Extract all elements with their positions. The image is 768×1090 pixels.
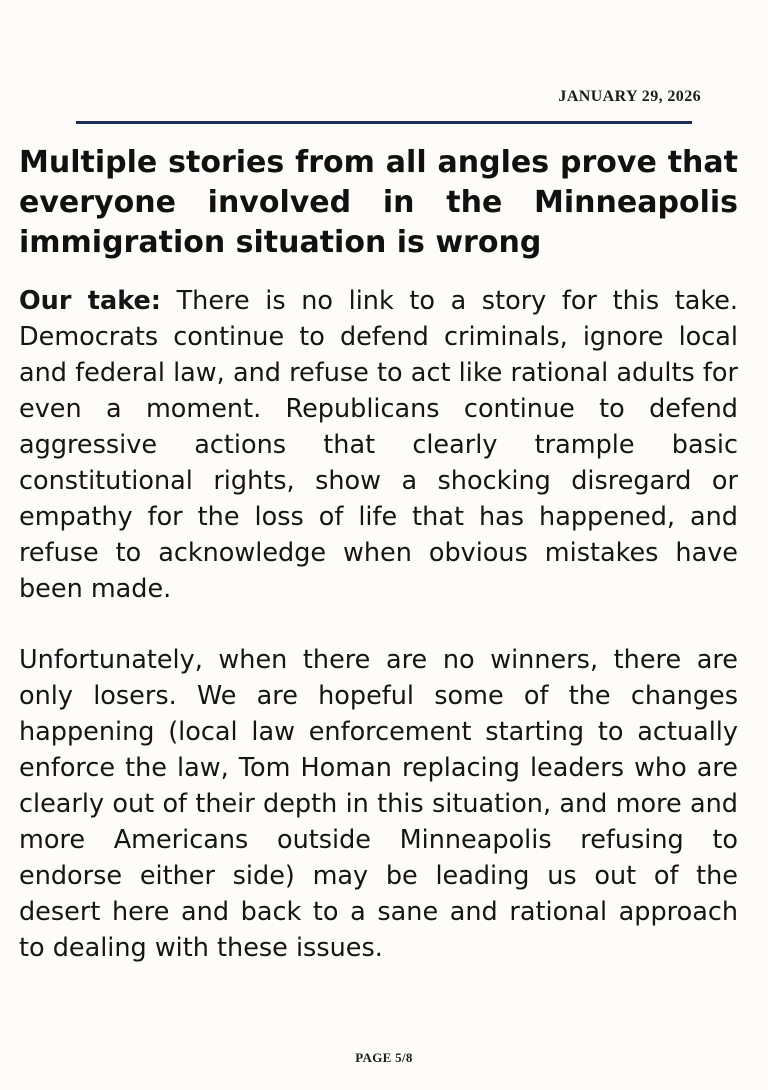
article-paragraph-1 xyxy=(19,283,738,607)
our-take-label: Our take: xyxy=(19,286,161,316)
header-divider xyxy=(76,121,692,124)
page-number: PAGE 5/8 xyxy=(355,1050,413,1065)
paragraph-1-text: There is no link to a story for this take. Democrats continue to defend criminals, ignore local and federal law, and refuse to act like rational adults for even a moment. Republicans continue to defend aggressive actions that clearly trample basic constitutional rights, show a shocking disregard or empathy for the loss of life that has happened, and refuse to acknowledge when obvious mistakes have been made. xyxy=(19,286,738,604)
article-headline: Multiple stories from all angles prove that everyone involved in the Minneapolis immigration situation is wrong xyxy=(19,145,738,260)
date-line: JANUARY 29, 2026 xyxy=(558,88,701,105)
article-paragraph-2: Unfortunately, when there are no winners, there are only losers. We are hopeful some of the changes happening (local law enforcement starting to actually enforce the law, Tom Homan replacing leaders who are clearly out of their depth in this situation, and more and more Americans outside Minneapolis refusing to endorse either side) may be leading us out of the desert here and back to a sane and rational approach to dealing with these issues. xyxy=(19,645,738,963)
